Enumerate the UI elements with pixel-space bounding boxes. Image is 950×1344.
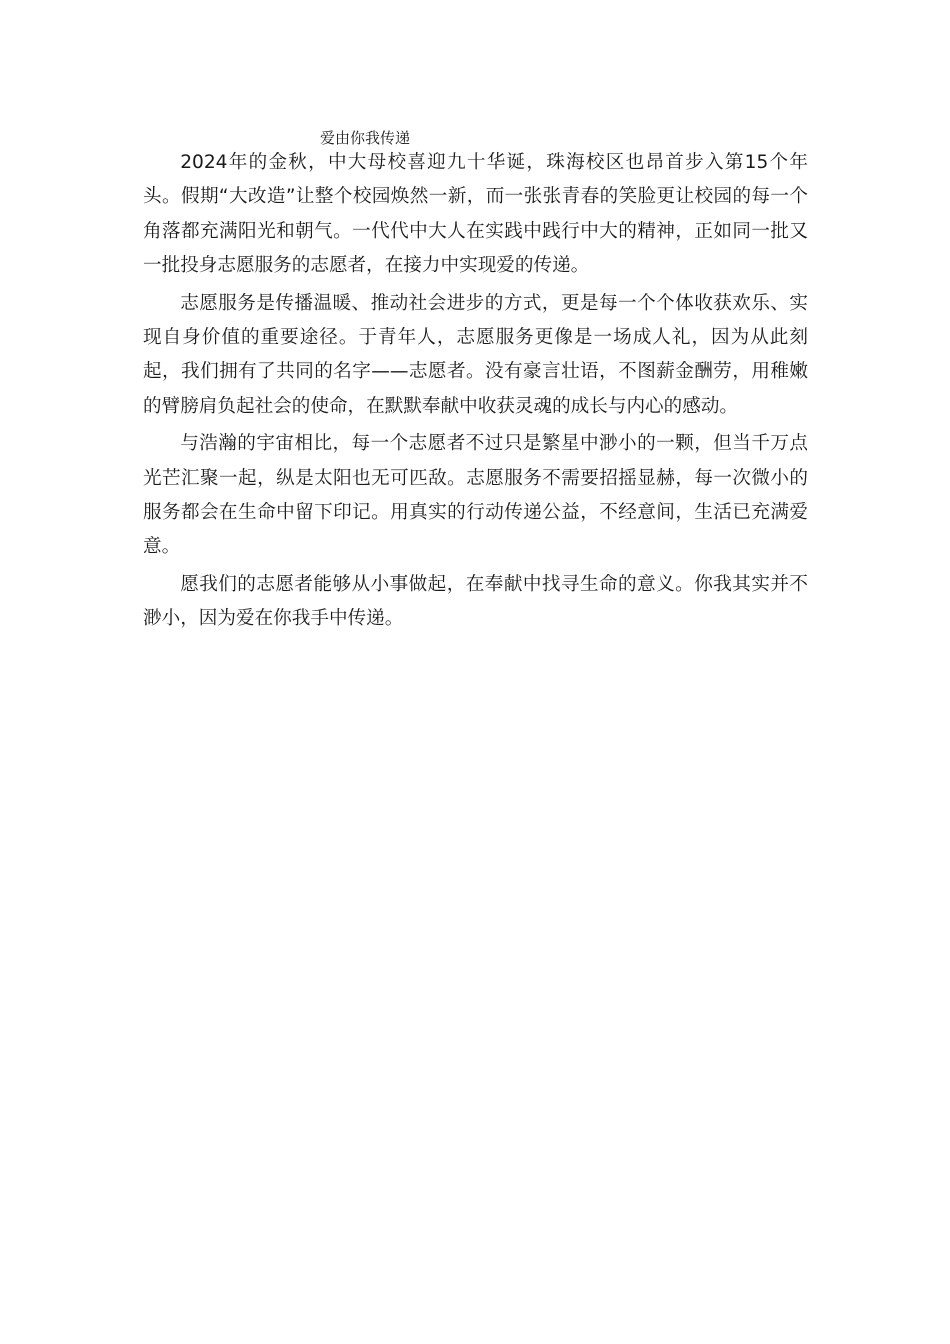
document-title: 爱由你我传递 — [320, 129, 411, 147]
paragraph-2: 志愿服务是传播温暖、推动社会进步的方式，更是每一个个体收获欢乐、实现自身价值的重要途径。于青年人，志愿服务更像是一场成人礼，因为从此刻起，我们拥有了共同的名字——志愿者。没有豪言壮语，不图薪金酬劳，用稚嫩的臂膀肩负起社会的使命，在默默奉献中收获灵魂的成长与内心的感动。 — [143, 292, 808, 417]
paragraph-4: 愿我们的志愿者能够从小事做起，在奉献中找寻生命的意义。你我其实并不渺小，因为爱在你我手中传递。 — [143, 573, 808, 630]
paragraph-3: 与浩瀚的宇宙相比，每一个志愿者不过只是繁星中渺小的一颗，但当千万点光芒汇聚一起，纵是太阳也无可匹敌。志愿服务不需要招摇显赫，每一次微小的服务都会在生命中留下印记。用真实的行动传递公益，不经意间，生活已充满爱意。 — [143, 433, 808, 558]
document-body — [143, 146, 808, 640]
paragraph-1: 2024年的金秋，中大母校喜迎九十华诞，珠海校区也昂首步入第15个年头。假期“大改造”让整个校园焕然一新，而一张张青春的笑脸更让校园的每一个角落都充满阳光和朝气。一代代中大人在实践中践行中大的精神，正如同一批又一批投身志愿服务的志愿者，在接力中实现爱的传递。 — [143, 152, 808, 277]
